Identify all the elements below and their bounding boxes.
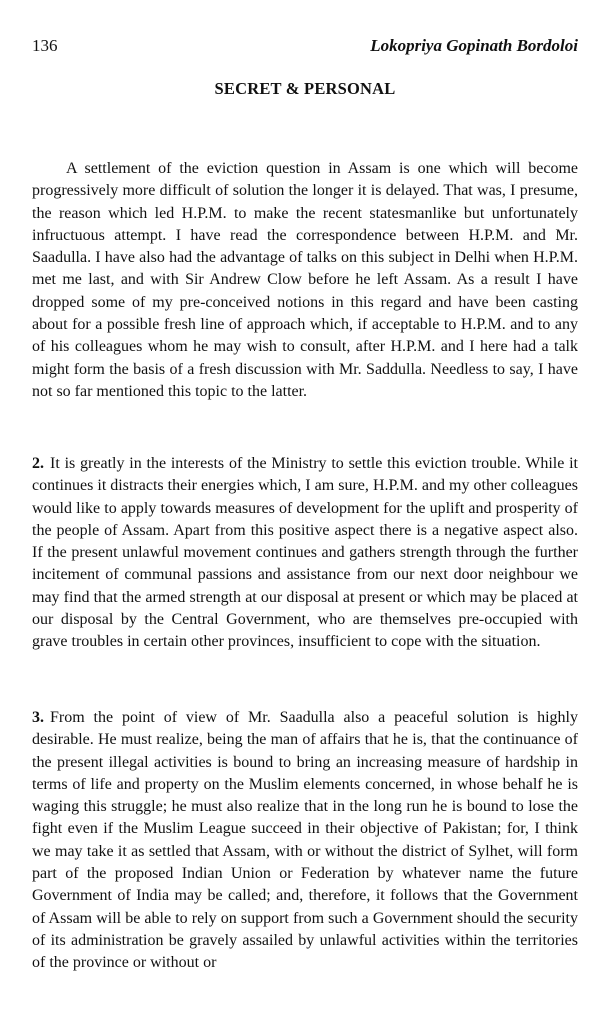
paragraph-2-number: 2.	[32, 455, 44, 472]
paragraph-1-text: A settlement of the eviction question in Assam is one which will become progressively more difficult of solution the longer it is delayed. That was, I presume, the reason which led H.P.M. to make the recent statesmanlike but unfortunately infructuous attempt. I have read the correspondence between H.P.M. and Mr. Saadulla. I have also had the advantage of talks on this subject in Delhi when H.P.M. met me last, and with Sir Andrew Clow before he left Assam. As a result I have dropped some of my pre-conceived notions in this regard and have been casting about for a possible fresh line of approach which, if acceptable to H.P.M. and to any of his colleagues whom he may wish to consult, after H.P.M. and I here had a talk might form the basis of a fresh discussion with Mr. Saddulla. Needless to say, I have not so far mentioned this topic to the latter.	[32, 160, 578, 400]
paragraph-1	[32, 158, 578, 403]
paragraph-3-number: 3.	[32, 709, 44, 726]
document-page	[32, 0, 578, 1025]
running-title: Lokopriya Gopinath Bordoloi	[370, 36, 578, 55]
section-heading: SECRET & PERSONAL	[214, 79, 396, 98]
paragraph-2	[32, 453, 578, 654]
page-header	[32, 36, 578, 58]
paragraph-2-text: It is greatly in the interests of the Ministry to settle this eviction trouble. While it continues it distracts their energies which, I am sure, H.P.M. and my other colleagues would like to apply towards measures of development for the uplift and prosperity of the people of Assam. Apart from this positive aspect there is a negative aspect also. If the present unlawful movement continues and gathers strength through the further incitement of communal passions and assistance from our next door neighbour we may find that the armed strength at our disposal at present or which may be placed at our disposal by the Central Government, who are themselves pre-occupied with grave troubles in certain other provinces, insufficient to cope with the situation.	[32, 455, 578, 651]
page-number: 136	[32, 36, 58, 55]
paragraph-3-text: From the point of view of Mr. Saadulla also a peaceful solution is highly desirable. He must realize, being the man of affairs that he is, that the continuance of the present illegal activities is bound to bring an increasing measure of hardship in terms of life and property on the Muslim elements concerned, in whose behalf he is waging this struggle; he must also realize that in the long run he is bound to lose the fight even if the Muslim League succeed in their objective of Pakistan; for, I think we may take it as settled that Assam, with or without the district of Sylhet, will form part of the proposed Indian Union or Federation by whatever name the future Government of India may be called; and, therefore, it follows that the Government of Assam will be able to rely on support from such a Government should the security of its administration be gravely assailed by unlawful activities within the territories of the province or without or	[32, 709, 578, 972]
paragraph-3	[32, 707, 578, 975]
